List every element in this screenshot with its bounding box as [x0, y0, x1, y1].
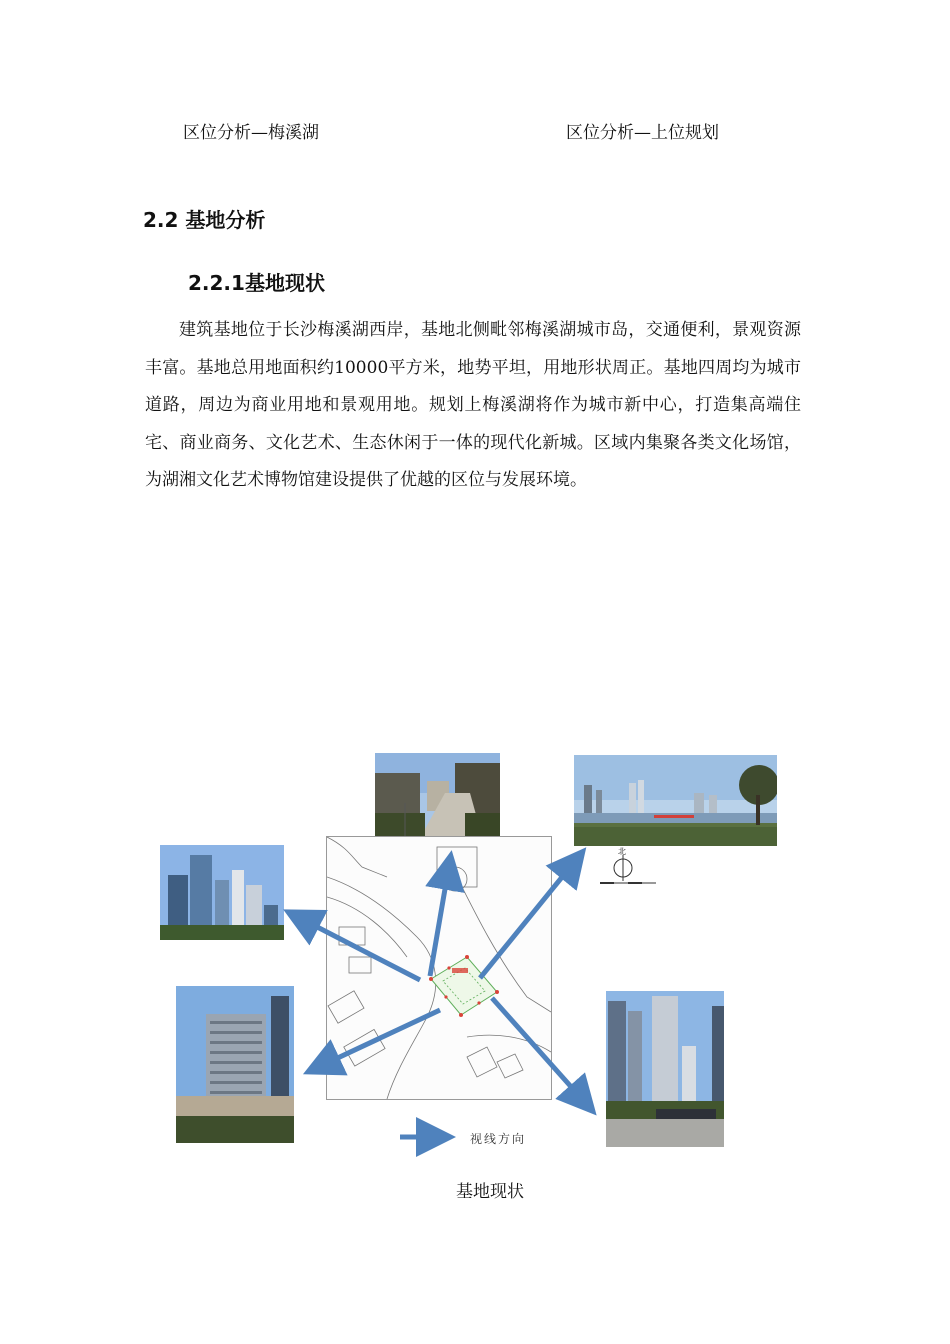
north-label: 北 — [618, 847, 626, 856]
legend-label: 视线方向 — [470, 1132, 527, 1146]
subsection-heading: 2.2.1基地现状 — [188, 271, 325, 295]
caption-location-upper-planning: 区位分析—上位规划 — [566, 123, 719, 143]
body-paragraph: 建筑基地位于长沙梅溪湖西岸，基地北侧毗邻梅溪湖城市岛，交通便利，景观资源丰富。基地总用地面积约10000平方米，地势平坦，用地形状周正。基地四周均为城市道路，周边为商业用地和景观用地。规划上梅溪湖将作为城市新中心，打造集高端住宅、商业商务、文化艺术、生态休闲于一体的现代化新城。区域内集聚各类文化场馆，为湖湘文化艺术博物馆建设提供了优越的区位与发展环境。 — [145, 320, 801, 490]
arrow-southwest — [312, 1010, 440, 1070]
figure-caption: 基地现状 — [456, 1182, 524, 1202]
section-heading: 2.2 基地分析 — [143, 208, 266, 232]
arrow-northeast — [480, 855, 580, 978]
arrow-west — [292, 914, 420, 980]
caption-location-meixi-lake: 区位分析—梅溪湖 — [183, 123, 319, 143]
arrow-north — [430, 860, 450, 976]
arrow-southeast — [492, 998, 590, 1108]
